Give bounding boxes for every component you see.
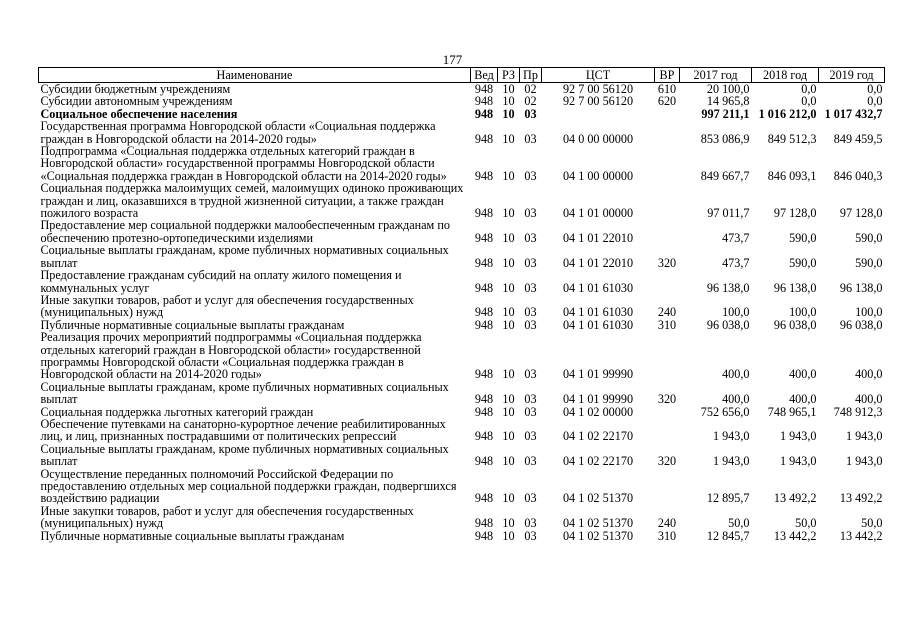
row-vr — [655, 120, 680, 145]
row-cst: 04 1 02 00000 — [562, 404, 634, 419]
row-2019: 400,0 — [855, 367, 883, 382]
row-pr: 02 — [524, 82, 537, 96]
header-2017: 2017 год — [680, 68, 752, 83]
row-2017: 12 845,7 — [706, 528, 750, 543]
row-2018: 590,0 — [789, 255, 817, 270]
row-vr — [655, 331, 680, 381]
row-vr: 240 — [657, 516, 677, 531]
table-row — [39, 219, 885, 244]
row-vr: 320 — [657, 454, 677, 469]
row-cst: 04 1 01 99990 — [562, 367, 634, 382]
row-2018: 0,0 — [801, 82, 817, 96]
row-cst: 04 1 02 51370 — [562, 491, 634, 506]
header-rz: РЗ — [498, 68, 520, 83]
table-row — [39, 182, 885, 219]
row-rz: 10 — [502, 206, 515, 221]
row-ved: 948 — [474, 255, 494, 270]
row-2019: 748 912,3 — [833, 404, 883, 419]
row-2019: 13 492,2 — [839, 491, 883, 506]
row-2017: 400,0 — [722, 367, 750, 382]
row-2017: 50,0 — [728, 516, 750, 531]
row-2018: 846 093,1 — [767, 168, 817, 183]
row-2017: 853 086,9 — [700, 131, 750, 146]
table-row — [39, 145, 885, 182]
row-name: Государственная программа Новгородской области «Социальная поддержка граждан в Новгородской области на 2014-2020 годы» — [40, 119, 436, 146]
row-vr: 310 — [657, 528, 677, 543]
row-2019: 0,0 — [867, 82, 883, 96]
row-2017: 400,0 — [722, 392, 750, 407]
row-2017: 473,7 — [722, 230, 750, 245]
row-cst: 92 7 00 56120 — [562, 94, 634, 109]
row-2018: 748 965,1 — [767, 404, 817, 419]
row-2017: 473,7 — [722, 255, 750, 270]
row-pr: 03 — [524, 106, 537, 121]
row-name: Публичные нормативные социальные выплаты гражданам — [40, 317, 345, 332]
row-2018: 400,0 — [789, 392, 817, 407]
row-2019: 1 017 432,7 — [824, 106, 883, 121]
header-vr: ВР — [655, 68, 680, 83]
row-2017: 96 038,0 — [706, 317, 750, 332]
row-rz: 10 — [502, 280, 515, 295]
header-ved: Вед — [471, 68, 498, 83]
row-rz: 10 — [502, 516, 515, 531]
row-cst: 04 1 01 61030 — [562, 305, 634, 320]
row-2019: 400,0 — [855, 392, 883, 407]
row-name: Иные закупки товаров, работ и услуг для обеспечения государственных (муниципальных) нужд — [40, 292, 414, 320]
row-2019: 50,0 — [861, 516, 883, 531]
table-row — [39, 468, 885, 505]
row-2019: 590,0 — [855, 230, 883, 245]
row-rz: 10 — [502, 317, 515, 332]
row-vr — [655, 269, 680, 294]
row-vr — [655, 108, 680, 120]
row-2018: 13 442,2 — [773, 528, 817, 543]
row-cst: 04 1 02 22170 — [562, 454, 634, 469]
row-cst: 04 1 02 51370 — [562, 516, 634, 531]
row-ved: 948 — [474, 429, 494, 444]
row-cst: 92 7 00 56120 — [562, 82, 634, 96]
row-2019: 0,0 — [867, 94, 883, 109]
row-ved: 948 — [474, 131, 494, 146]
row-pr: 03 — [524, 280, 537, 295]
row-2017: 997 211,1 — [701, 106, 750, 121]
header-2018: 2018 год — [752, 68, 819, 83]
row-cst: 04 1 01 22010 — [562, 230, 634, 245]
row-pr: 03 — [524, 528, 537, 543]
row-rz: 10 — [502, 168, 515, 183]
row-2019: 1 943,0 — [845, 454, 883, 469]
row-2017: 12 895,7 — [706, 491, 750, 506]
row-pr: 03 — [524, 392, 537, 407]
row-rz: 10 — [502, 106, 515, 121]
row-2018: 97 128,0 — [773, 206, 817, 221]
row-2017: 20 100,0 — [706, 82, 750, 96]
table-row — [39, 244, 885, 269]
row-2017: 752 656,0 — [700, 404, 750, 419]
row-pr: 03 — [524, 255, 537, 270]
row-2019: 846 040,3 — [833, 168, 883, 183]
row-rz: 10 — [502, 82, 515, 96]
row-2018: 50,0 — [795, 516, 817, 531]
row-name: Обеспечение путевками на санаторно-курортное лечение реабилитированных лиц, и лиц, признанных пострадавшими от политических репрессий — [40, 416, 446, 444]
row-name: Иные закупки товаров, работ и услуг для обеспечения государственных (муниципальных) нужд — [40, 503, 414, 531]
row-cst: 04 1 01 00000 — [562, 206, 634, 221]
row-pr: 03 — [524, 404, 537, 419]
row-rz: 10 — [502, 454, 515, 469]
row-vr — [655, 219, 680, 244]
row-2019: 96 138,0 — [839, 280, 883, 295]
row-vr — [655, 468, 680, 505]
table-row — [39, 418, 885, 443]
row-vr — [655, 406, 680, 418]
row-cst: 04 1 01 99990 — [562, 392, 634, 407]
row-rz: 10 — [502, 230, 515, 245]
row-2018: 400,0 — [789, 367, 817, 382]
row-name: Социальные выплаты гражданам, кроме публичных нормативных социальных выплат — [40, 379, 449, 407]
row-pr: 03 — [524, 131, 537, 146]
row-name: Публичные нормативные социальные выплаты гражданам — [40, 528, 345, 543]
row-rz: 10 — [502, 131, 515, 146]
row-2019: 100,0 — [855, 305, 883, 320]
table-row — [39, 381, 885, 406]
row-rz: 10 — [502, 367, 515, 382]
row-cst: 04 1 02 22170 — [562, 429, 634, 444]
row-name: Социальная поддержка малоимущих семей, малоимущих одиноко проживающих граждан и лиц, оказавшихся в трудной жизненной ситуации, а также граждан пожилого возраста — [40, 181, 464, 221]
row-cst: 04 1 01 61030 — [562, 317, 634, 332]
header-2019: 2019 год — [819, 68, 885, 83]
row-ved: 948 — [474, 280, 494, 295]
row-name: Предоставление мер социальной поддержки малообеспеченным гражданам по обеспечению протезно-ортопедическими изделиями — [40, 218, 450, 245]
row-vr: 620 — [657, 94, 677, 109]
row-2019: 590,0 — [855, 255, 883, 270]
row-2017: 96 138,0 — [706, 280, 750, 295]
row-2017: 97 011,7 — [707, 206, 750, 221]
row-pr: 03 — [524, 206, 537, 221]
row-pr: 03 — [524, 454, 537, 469]
row-ved: 948 — [474, 392, 494, 407]
row-name: Социальная поддержка льготных категорий граждан — [40, 404, 314, 419]
budget-table — [38, 67, 885, 542]
row-ved: 948 — [474, 454, 494, 469]
table-row — [39, 269, 885, 294]
row-pr: 03 — [524, 491, 537, 506]
row-vr: 310 — [657, 317, 677, 332]
row-ved: 948 — [474, 106, 494, 121]
row-vr: 320 — [657, 392, 677, 407]
row-2017: 100,0 — [722, 305, 750, 320]
row-cst: 04 0 00 00000 — [562, 131, 634, 146]
row-2018: 1 943,0 — [779, 454, 817, 469]
row-ved: 948 — [474, 305, 494, 320]
row-pr: 03 — [524, 317, 537, 332]
table-row — [39, 443, 885, 468]
row-ved: 948 — [474, 206, 494, 221]
row-cst — [542, 108, 655, 120]
row-2018: 1 016 212,0 — [758, 106, 817, 121]
header-name: Наименование — [39, 68, 471, 83]
row-rz: 10 — [502, 491, 515, 506]
row-2019: 849 459,5 — [833, 131, 883, 146]
row-ved: 948 — [474, 94, 494, 109]
row-2018: 96 138,0 — [773, 280, 817, 295]
row-name: Предоставление гражданам субсидий на оплату жилого помещения и коммунальных услуг — [40, 268, 402, 295]
table-row — [39, 294, 885, 319]
table-row — [39, 120, 885, 145]
row-2019: 13 442,2 — [839, 528, 883, 543]
row-ved: 948 — [474, 317, 494, 332]
row-vr — [655, 182, 680, 219]
table-row — [39, 505, 885, 530]
row-pr: 03 — [524, 367, 537, 382]
row-2017: 14 965,8 — [706, 94, 750, 109]
row-2017: 1 943,0 — [712, 454, 750, 469]
header-pr: Пр — [520, 68, 542, 83]
row-rz: 10 — [502, 255, 515, 270]
row-ved: 948 — [474, 404, 494, 419]
row-cst: 04 1 00 00000 — [562, 168, 634, 183]
row-vr — [655, 418, 680, 443]
row-ved: 948 — [474, 491, 494, 506]
row-ved: 948 — [474, 516, 494, 531]
row-ved: 948 — [474, 82, 494, 96]
row-vr — [655, 145, 680, 182]
row-pr: 03 — [524, 305, 537, 320]
header-cst: ЦСТ — [542, 68, 655, 83]
table-header-row — [39, 68, 885, 83]
row-2018: 849 512,3 — [767, 131, 817, 146]
row-vr: 610 — [657, 82, 677, 96]
row-pr: 03 — [524, 516, 537, 531]
row-pr: 03 — [524, 230, 537, 245]
row-pr: 03 — [524, 429, 537, 444]
row-rz: 10 — [502, 429, 515, 444]
row-cst: 04 1 02 51370 — [562, 528, 634, 543]
row-2018: 100,0 — [789, 305, 817, 320]
row-pr: 02 — [524, 94, 537, 109]
row-rz: 10 — [502, 305, 515, 320]
row-cst: 04 1 01 61030 — [562, 280, 634, 295]
row-name: Субсидии бюджетным учреждениям — [40, 82, 231, 96]
page-number: 177 — [442, 52, 463, 67]
row-2019: 96 038,0 — [839, 317, 883, 332]
row-2018: 590,0 — [789, 230, 817, 245]
row-name: Осуществление переданных полномочий Российской Федерации по предоставлению отдельных мер социальной поддержки граждан, подвергшихся воздействию радиации — [40, 466, 457, 506]
row-2019: 1 943,0 — [845, 429, 883, 444]
table-row — [39, 530, 885, 542]
row-rz: 10 — [502, 404, 515, 419]
row-name: Реализация прочих мероприятий подпрограммы «Социальная поддержка отдельных категорий граждан в Новгородской области» государственной программы Новгородской области «Социальная поддержка граждан в Новгородской области на 2014-2020 годы» — [40, 330, 422, 382]
row-rz: 10 — [502, 94, 515, 109]
row-name: Социальные выплаты гражданам, кроме публичных нормативных социальных выплат — [40, 441, 449, 469]
row-vr: 240 — [657, 305, 677, 320]
row-name: Подпрограмма «Социальная поддержка отдельных категорий граждан в Новгородской области» государственной программы Новгородской области «Социальная поддержка граждан в Новгородской области на 2014-2020 годы» — [40, 144, 447, 183]
row-pr: 03 — [524, 168, 537, 183]
row-name: Субсидии автономным учреждениям — [40, 94, 233, 109]
row-rz: 10 — [502, 528, 515, 543]
row-cst: 04 1 01 22010 — [562, 255, 634, 270]
row-2018: 1 943,0 — [779, 429, 817, 444]
row-ved: 948 — [474, 528, 494, 543]
row-ved: 948 — [474, 367, 494, 382]
row-2017: 1 943,0 — [712, 429, 750, 444]
row-name: Социальные выплаты гражданам, кроме публичных нормативных социальных выплат — [40, 243, 449, 270]
row-rz: 10 — [502, 392, 515, 407]
row-2019: 97 128,0 — [839, 206, 883, 221]
row-ved: 948 — [474, 230, 494, 245]
row-vr: 320 — [657, 255, 677, 270]
row-2018: 96 038,0 — [773, 317, 817, 332]
row-2018: 0,0 — [801, 94, 817, 109]
table-row — [39, 331, 885, 381]
row-name: Социальное обеспечение населения — [40, 106, 238, 121]
row-2018: 13 492,2 — [773, 491, 817, 506]
table-row — [39, 95, 885, 107]
row-2017: 849 667,7 — [700, 168, 750, 183]
row-ved: 948 — [474, 168, 494, 183]
